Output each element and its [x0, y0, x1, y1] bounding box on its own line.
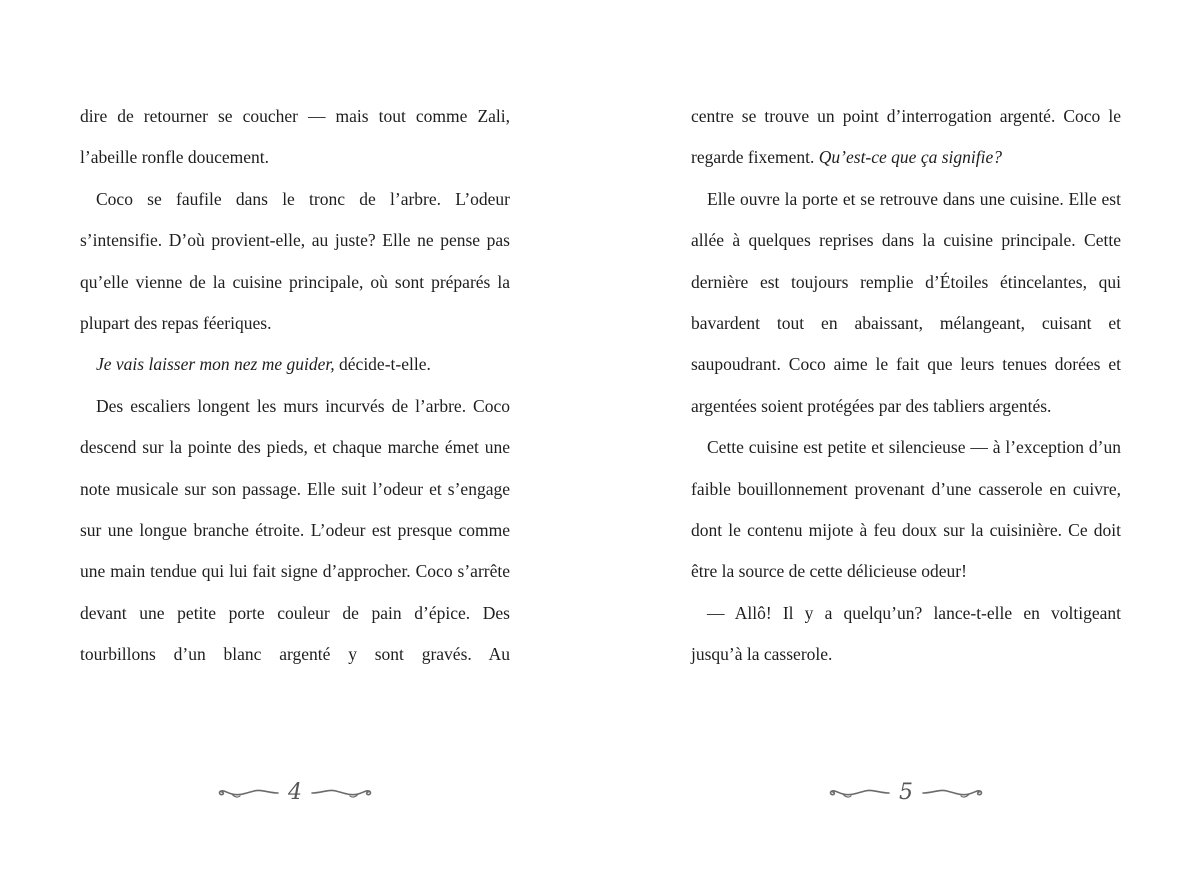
paragraph — [691, 96, 1121, 179]
italic-thought: Qu’est-ce que ça signifie? — [818, 147, 1002, 168]
paragraph-text: centre se trouve un point d’interrogation argenté. Coco le regarde fixement. — [691, 106, 1121, 168]
right-page — [691, 0, 1121, 872]
page-number: 4 — [288, 780, 302, 805]
paragraph: dire de retourner se coucher — mais tout comme Zali, l’abeille ronfle doucement. — [80, 106, 510, 168]
page-number-footer — [691, 778, 1121, 808]
flourish-right-icon — [921, 786, 983, 800]
left-page — [80, 0, 510, 872]
flourish-left-icon — [218, 786, 280, 800]
paragraph: Coco se faufile dans le tronc de l’arbre. L’odeur s’intensifie. D’où provient-elle, au juste? Elle ne pense pas qu’elle vienne de la cuisine principale, où sont préparés la plupart des repas féeriques. — [80, 188, 510, 334]
paragraph: — Allô! Il y a quelqu’un? lance-t-elle en voltigeant jusqu’à la casserole. — [691, 602, 1121, 665]
paragraph — [80, 344, 510, 385]
paragraph: Elle ouvre la porte et se retrouve dans une cuisine. Elle est allée à quelques reprises dans la cuisine principale. Cette dernière est toujours remplie d’Étoiles étincelantes, qui bavardent tout en abaissant, mélangeant, cuisant et saupoudrant. Coco aime le fait que leurs tenues dorées et argentées soient protégées par des tabliers argentés. — [691, 188, 1121, 416]
paragraph-text: décide-t-elle. — [334, 354, 431, 375]
italic-thought: Je vais laisser mon nez me guider, — [96, 354, 335, 375]
page-number-footer — [80, 778, 510, 808]
paragraph: Cette cuisine est petite et silencieuse — à l’exception d’un faible bouillonnement provenant d’une casserole en cuivre, dont le contenu mijote à feu doux sur la cuisinière. Ce doit être la source de cette délicieuse odeur! — [691, 437, 1121, 582]
flourish-left-icon — [829, 786, 891, 800]
right-page-text — [691, 96, 1121, 676]
page-number: 5 — [899, 780, 913, 805]
paragraph: Des escaliers longent les murs incurvés de l’arbre. Coco descend sur la pointe des pieds, et chaque marche émet une note musicale sur son passage. Elle suit l’odeur et s’engage sur une longue branche étroite. L’odeur est presque comme une main tendue qui lui fait signe d’approcher. Coco s’arrête devant une petite porte couleur de pain d’épice. Des tourbillons d’un blanc argenté y sont gravés. Au — [80, 395, 510, 665]
left-page-text — [80, 96, 510, 676]
flourish-right-icon — [310, 786, 372, 800]
